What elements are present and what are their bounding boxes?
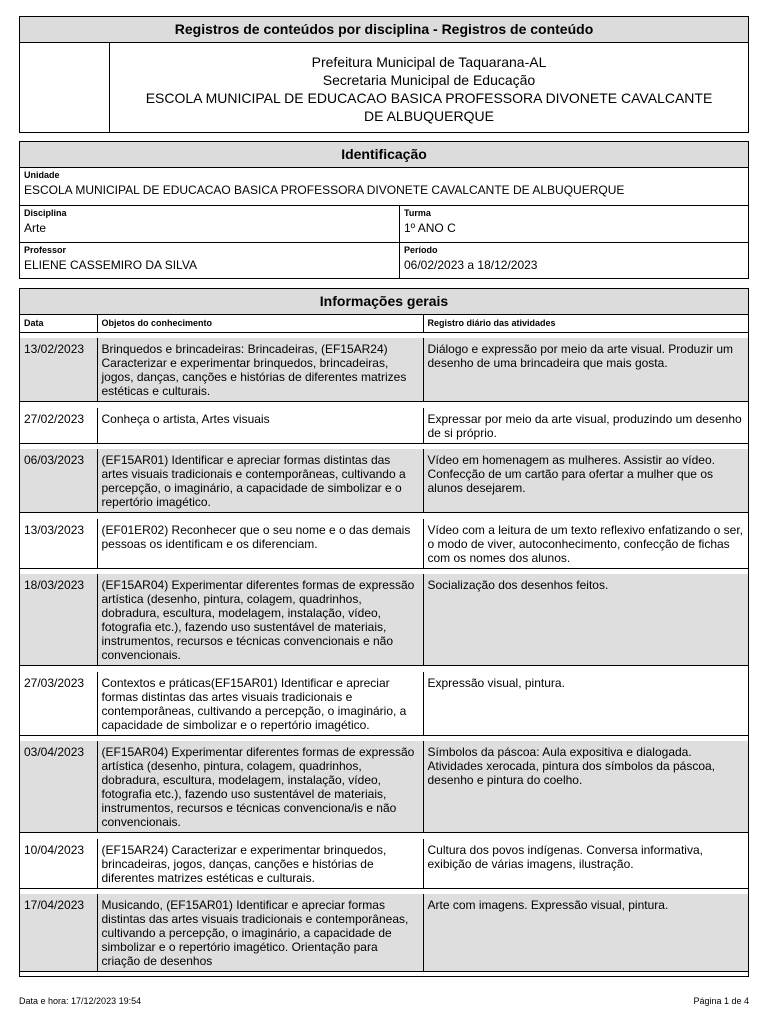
table-row <box>20 449 748 513</box>
identification-section <box>19 141 749 279</box>
turma-value: 1º ANO C <box>404 221 456 235</box>
document-header <box>19 16 749 133</box>
cell-date: 17/04/2023 <box>20 894 97 972</box>
identification-title: Identificação <box>20 142 748 168</box>
disciplina-field <box>20 206 400 242</box>
professor-value: ELIENE CASSEMIRO DA SILVA <box>24 258 197 272</box>
document-title: Registros de conteúdos por disciplina - Registros de conteúdo <box>20 17 748 43</box>
school-name-line1: ESCOLA MUNICIPAL DE EDUCACAO BASICA PROFESSORA DIVONETE CAVALCANTE <box>145 90 713 106</box>
institution-info <box>110 43 748 132</box>
cell-registro: Vídeo com a leitura de um texto reflexivo enfatizando o ser, o modo de viver, autoconhecimento, confecção de fichas com os nomes dos alunos. <box>423 519 748 569</box>
table-row <box>20 574 748 666</box>
footer-page-number: Página 1 de 4 <box>693 996 749 1006</box>
periodo-label: Período <box>404 245 438 255</box>
cell-date: 03/04/2023 <box>20 741 97 833</box>
cell-objetos: (EF15AR01) Identificar e apreciar formas distintas das artes visuais tradicionais e contemporâneas, cultivando a percepção, o imaginário, a capacidade de simbolizar e o repertório imagético. <box>97 449 423 513</box>
disciplina-value: Arte <box>24 221 47 235</box>
periodo-field <box>400 243 748 279</box>
cell-date: 27/03/2023 <box>20 672 97 736</box>
cell-date: 13/03/2023 <box>20 519 97 569</box>
disciplina-label: Disciplina <box>24 208 67 218</box>
cell-registro: Socialização dos desenhos feitos. <box>423 574 748 666</box>
table-row <box>20 338 748 402</box>
general-info-title: Informações gerais <box>20 289 748 315</box>
logo-placeholder <box>20 43 110 132</box>
cell-registro: Símbolos da páscoa: Aula expositiva e dialogada. Atividades xerocada, pintura dos símbolos da páscoa, desenho e pintura do coelho. <box>423 741 748 833</box>
cell-date: 18/03/2023 <box>20 574 97 666</box>
column-header-data: Data <box>20 315 97 332</box>
periodo-value: 06/02/2023 a 18/12/2023 <box>404 258 538 272</box>
table-row <box>20 741 748 833</box>
secretaria-name: Secretaria Municipal de Educação <box>322 72 536 88</box>
unidade-value: ESCOLA MUNICIPAL DE EDUCACAO BASICA PROFESSORA DIVONETE CAVALCANTE DE ALBUQUERQUE <box>24 183 625 197</box>
footer-datetime: Data e hora: 17/12/2023 19:54 <box>19 996 142 1006</box>
cell-objetos: (EF15AR04) Experimentar diferentes formas de expressão artística (desenho, pintura, colagem, quadrinhos, dobradura, escultura, modelagem, instalação, vídeo, fotografia etc.), fazendo uso sustentável de materiais, instrumentos, recursos e técnicas convencionais e não convencionais. <box>97 574 423 666</box>
cell-registro: Expressar por meio da arte visual, produzindo um desenho de si próprio. <box>423 408 748 444</box>
cell-objetos: (EF01ER02) Reconhecer que o seu nome e o das demais pessoas os identificam e os diferenciam. <box>97 519 423 569</box>
cell-objetos: Conheça o artista, Artes visuais <box>97 408 423 444</box>
turma-label: Turma <box>404 208 431 218</box>
table-row <box>20 672 748 736</box>
cell-date: 06/03/2023 <box>20 449 97 513</box>
table-row <box>20 894 748 972</box>
table-body <box>20 332 748 972</box>
cell-registro: Arte com imagens. Expressão visual, pintura. <box>423 894 748 972</box>
unidade-field <box>20 168 748 205</box>
cell-registro: Expressão visual, pintura. <box>423 672 748 736</box>
unidade-label: Unidade <box>24 170 60 180</box>
cell-objetos: (EF15AR24) Caracterizar e experimentar brinquedos, brincadeiras, jogos, danças, canções e histórias de diferentes matrizes estéticas e culturais. <box>97 839 423 889</box>
cell-objetos: (EF15AR04) Experimentar diferentes formas de expressão artística (desenho, pintura, colagem, quadrinhos, dobradura, escultura, modelagem, instalação, vídeo, fotografia etc.), fazendo uso sustentável de materiais, instrumentos, recursos e técnicas convenciona/is e não convencionais. <box>97 741 423 833</box>
records-table <box>20 315 748 972</box>
cell-objetos: Brinquedos e brincadeiras: Brincadeiras, (EF15AR24) Caracterizar e experimentar brinquedos, brincadeiras, jogos, danças, canções e histórias de diferentes matrizes estéticas e culturais. <box>97 338 423 402</box>
table-row <box>20 519 748 569</box>
table-row <box>20 839 748 889</box>
table-row <box>20 408 748 444</box>
general-info-section <box>19 288 749 977</box>
prefeitura-name: Prefeitura Municipal de Taquarana-AL <box>311 54 547 70</box>
school-name-line2: DE ALBUQUERQUE <box>364 108 494 124</box>
cell-date: 10/04/2023 <box>20 839 97 889</box>
turma-field <box>400 206 748 242</box>
professor-field <box>20 243 400 279</box>
professor-label: Professor <box>24 245 67 255</box>
table-header-row <box>20 315 748 332</box>
column-header-objetos: Objetos do conhecimento <box>97 315 423 332</box>
cell-date: 13/02/2023 <box>20 338 97 402</box>
cell-date: 27/02/2023 <box>20 408 97 444</box>
cell-objetos: Contextos e práticas(EF15AR01) Identificar e apreciar formas distintas das artes visuais tradicionais e contemporâneas, cultivando a percepção, o imaginário, a capacidade de simbolizar e o repertório imagético. <box>97 672 423 736</box>
cell-registro: Cultura dos povos indígenas. Conversa informativa, exibição de várias imagens, ilustração. <box>423 839 748 889</box>
cell-registro: Diálogo e expressão por meio da arte visual. Produzir um desenho de uma brincadeira que mais gosta. <box>423 338 748 402</box>
cell-registro: Vídeo em homenagem as mulheres. Assistir ao vídeo. Confecção de um cartão para ofertar a mulher que os alunos desejarem. <box>423 449 748 513</box>
cell-objetos: Musicando, (EF15AR01) Identificar e apreciar formas distintas das artes visuais tradicionais e contemporâneas, cultivando a percepção, o imaginário, a capacidade de simbolizar e o repertório imagético. Orientação para criação de desenhos <box>97 894 423 972</box>
column-header-registro: Registro diário das atividades <box>423 315 748 332</box>
